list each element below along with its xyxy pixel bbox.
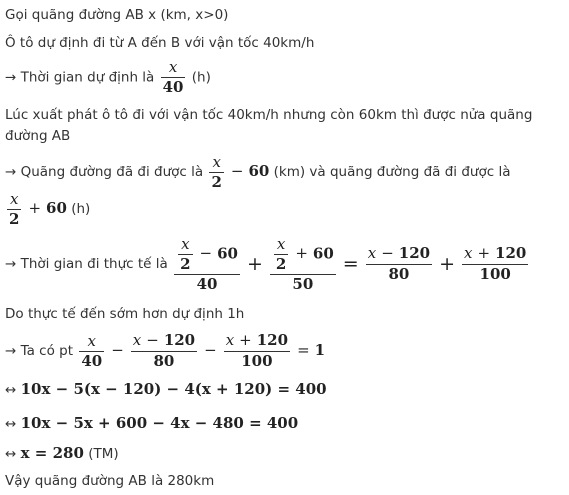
text-line-9: ↔ 10x − 5(x − 120) − 4(x + 120) = 400 bbox=[5, 380, 327, 398]
line5-mid: (km) và quãng đường đã đi được là bbox=[273, 164, 511, 180]
line3-suffix: (h) bbox=[191, 69, 211, 86]
text-line-8: → Ta có pt $\frac{x}{40}$ − $\frac{x - 120}{80}$ − $\frac{x + 120}{100}$ = 1 bbox=[5, 331, 326, 370]
line8-prefix: → Ta có pt bbox=[5, 343, 74, 359]
text-line-12: Vậy quãng đường AB là 280km bbox=[5, 473, 215, 489]
line5b-suffix: (h) bbox=[71, 201, 91, 217]
text-line-1: Gọi quãng đường AB x (km, x>0) bbox=[5, 7, 229, 23]
line3-prefix: → Thời gian dự định là bbox=[5, 69, 155, 86]
eq-fraction-x-plus-120-over-100: $\frac{x + 120}{100}$ bbox=[225, 331, 289, 370]
fraction-x-minus-120-over-80: $\frac{x - 120}{80}$ bbox=[367, 244, 431, 283]
text-line-5: → Quãng đường đã đi được là $\frac{x}{2}$ − 60 (km) và quãng đường đã đi được là bbox=[5, 152, 511, 191]
text-line-10: ↔ 10x − 5x + 600 − 4x − 480 = 400 bbox=[5, 414, 299, 432]
eq-fraction-x-minus-120-over-80: $\frac{x - 120}{80}$ bbox=[132, 331, 196, 370]
fraction-x-over-2: $\frac{x}{2}$ bbox=[211, 152, 222, 191]
text-line-4a: Lúc xuất phát ô tô đi với vận tốc 40km/h nhưng còn 60km thì được nửa quãng bbox=[5, 107, 533, 123]
fraction-compound-40: $\frac{x}{2}$ − 60 40 bbox=[174, 235, 240, 294]
text-line-2: Ô tô dự định đi từ A đến B với vận tốc 40km/h bbox=[5, 35, 315, 51]
text-line-7: Do thực tế đến sớm hơn dự định 1h bbox=[5, 306, 245, 322]
line5-prefix: → Quãng đường đã đi được là bbox=[5, 164, 204, 180]
equation-step-1: 10x − 5(x − 120) − 4(x + 120) = 400 bbox=[20, 380, 327, 398]
text-line-6: → Thời gian đi thực tế là $\frac{x}{2}$ − 60 40 + $\frac{x}{2}$ + 60 50 = $\frac{x - 120}{80}$ + $\frac{x + 120}{100}$ bbox=[5, 234, 527, 293]
line6-prefix: → Thời gian đi thực tế là bbox=[5, 256, 168, 272]
equation-step-2: 10x − 5x + 600 − 4x − 480 = 400 bbox=[20, 414, 299, 432]
equation-result: x = 280 bbox=[20, 444, 84, 462]
eq-fraction-x-over-40: $\frac{x}{40}$ bbox=[81, 331, 103, 370]
fraction-x-plus-120-over-100: $\frac{x + 120}{100}$ bbox=[464, 244, 527, 283]
fraction-x-over-2-b: $\frac{x}{2}$ bbox=[9, 189, 20, 228]
text-line-5b: $\frac{x}{2}$ + 60 (h) bbox=[9, 189, 91, 228]
fraction-x-over-40: $\frac{x}{40}$ bbox=[162, 58, 184, 96]
fraction-compound-50: $\frac{x}{2}$ + 60 50 bbox=[270, 235, 336, 294]
text-line-11: ↔ x = 280 (TM) bbox=[5, 444, 119, 462]
text-line-4b: đường AB bbox=[5, 128, 71, 144]
text-line-3 bbox=[5, 58, 211, 97]
